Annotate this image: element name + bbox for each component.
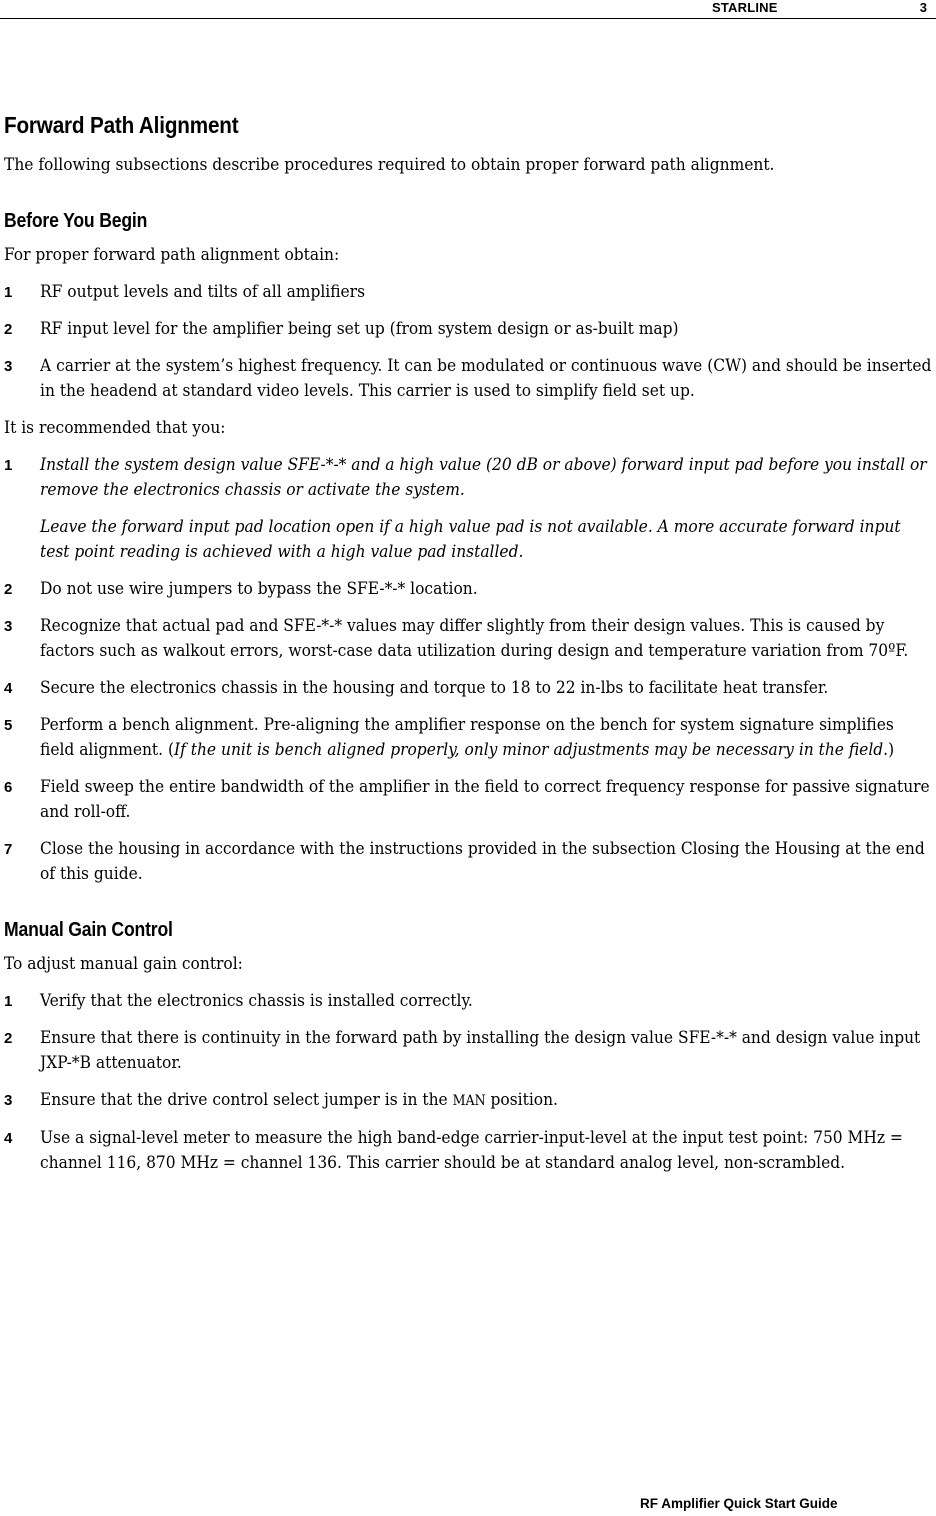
step-text: RF output levels and tilts of all amplifiers xyxy=(40,282,366,302)
list-item xyxy=(4,317,932,342)
page-number: 3 xyxy=(919,0,927,15)
list-item xyxy=(4,577,932,602)
obtain-list xyxy=(4,280,932,404)
page-header xyxy=(0,0,936,19)
section-heading: Before You Begin xyxy=(4,210,148,232)
step-text-tail: position. xyxy=(485,1090,558,1110)
recommend-lead: It is recommended that you: xyxy=(4,418,226,438)
section-heading: Manual Gain Control xyxy=(4,919,173,941)
section-before-you-begin xyxy=(4,210,932,887)
step-text: Verify that the electronics chassis is installed correctly. xyxy=(40,991,473,1011)
step-number: 1 xyxy=(4,284,13,301)
step-number: 4 xyxy=(4,1130,13,1147)
list-item xyxy=(4,837,932,887)
step-number: 2 xyxy=(4,1030,13,1047)
step-text: Perform a bench alignment. Pre-aligning the amplifier response on the bench for system signature simplifies field alignment. ( xyxy=(40,715,894,760)
step-text-container xyxy=(40,713,932,763)
step-text: Ensure that there is continuity in the forward path by installing the design value SFE-*-* and design value input JXP-*B attenuator. xyxy=(40,1028,921,1073)
manual-gain-list xyxy=(4,989,932,1176)
step-note: Leave the forward input pad location open if a high value pad is not available. A more accurate forward input test point reading is achieved with a high value pad installed. xyxy=(40,517,901,562)
list-item xyxy=(4,1126,932,1176)
step-number: 1 xyxy=(4,993,13,1010)
document-content xyxy=(4,112,932,1188)
obtain-lead: For proper forward path alignment obtain: xyxy=(4,245,340,265)
list-item xyxy=(4,676,932,701)
list-item xyxy=(4,775,932,825)
step-text: Use a signal-level meter to measure the high band-edge carrier-input-level at the input test point: 750 MHz = channel 116, 870 MHz = channel 136. This carrier should be at standard analog level, non-scrambled. xyxy=(40,1128,903,1173)
step-number: 4 xyxy=(4,680,13,697)
manual-gain-lead: To adjust manual gain control: xyxy=(4,954,243,974)
step-number: 3 xyxy=(4,618,13,635)
list-item xyxy=(4,280,932,305)
list-item xyxy=(4,1026,932,1076)
step-text: A carrier at the system’s highest frequency. It can be modulated or continuous wave (CW) and should be inserted in the headend at standard video levels. This carrier is used to simplify field set up. xyxy=(40,356,932,401)
step-number: 1 xyxy=(4,457,13,474)
list-item xyxy=(4,1088,932,1114)
page-footer: RF Amplifier Quick Start Guide xyxy=(640,1496,838,1511)
step-number: 3 xyxy=(4,1092,13,1109)
step-text: Install the system design value SFE-*-* and a high value (20 dB or above) forward input pad before you install or remove the electronics chassis or activate the system. xyxy=(40,455,927,500)
recommend-list xyxy=(4,453,932,887)
step-text: Do not use wire jumpers to bypass the SFE-*-* location. xyxy=(40,579,478,599)
step-number: 6 xyxy=(4,779,13,796)
step-number: 5 xyxy=(4,717,13,734)
step-text: Recognize that actual pad and SFE-*-* values may differ slightly from their design values. This is caused by factors such as walkout errors, worst-case data utilization during design and temperature variation from 70ºF. xyxy=(40,616,909,661)
step-text-container xyxy=(40,1088,932,1114)
list-item xyxy=(4,453,932,565)
step-number: 2 xyxy=(4,581,13,598)
step-italic-note: If the unit is bench aligned properly, only minor adjustments may be necessary in the field xyxy=(174,740,884,760)
list-item xyxy=(4,354,932,404)
step-number: 2 xyxy=(4,321,13,338)
section-manual-gain-control xyxy=(4,919,932,1176)
step-text: Field sweep the entire bandwidth of the amplifier in the field to correct frequency response for passive signature and roll-off. xyxy=(40,777,930,822)
step-text: RF input level for the amplifier being set up (from system design or as-built map) xyxy=(40,319,679,339)
step-text: Close the housing in accordance with the instructions provided in the subsection Closing the Housing at the end of this guide. xyxy=(40,839,925,884)
intro-paragraph: The following subsections describe procedures required to obtain proper forward path alignment. xyxy=(4,155,775,175)
step-number: 3 xyxy=(4,358,13,375)
page-title: Forward Path Alignment xyxy=(4,112,239,138)
step-number: 7 xyxy=(4,841,13,858)
jumper-position-label: MAN xyxy=(452,1093,486,1109)
step-text-tail: .) xyxy=(883,740,895,760)
list-item xyxy=(4,614,932,664)
header-brand: STARLINE xyxy=(712,0,778,15)
step-text: Secure the electronics chassis in the housing and torque to 18 to 22 in-lbs to facilitate heat transfer. xyxy=(40,678,829,698)
list-item xyxy=(4,989,932,1014)
step-text: Ensure that the drive control select jumper is in the xyxy=(40,1090,453,1110)
list-item xyxy=(4,713,932,763)
